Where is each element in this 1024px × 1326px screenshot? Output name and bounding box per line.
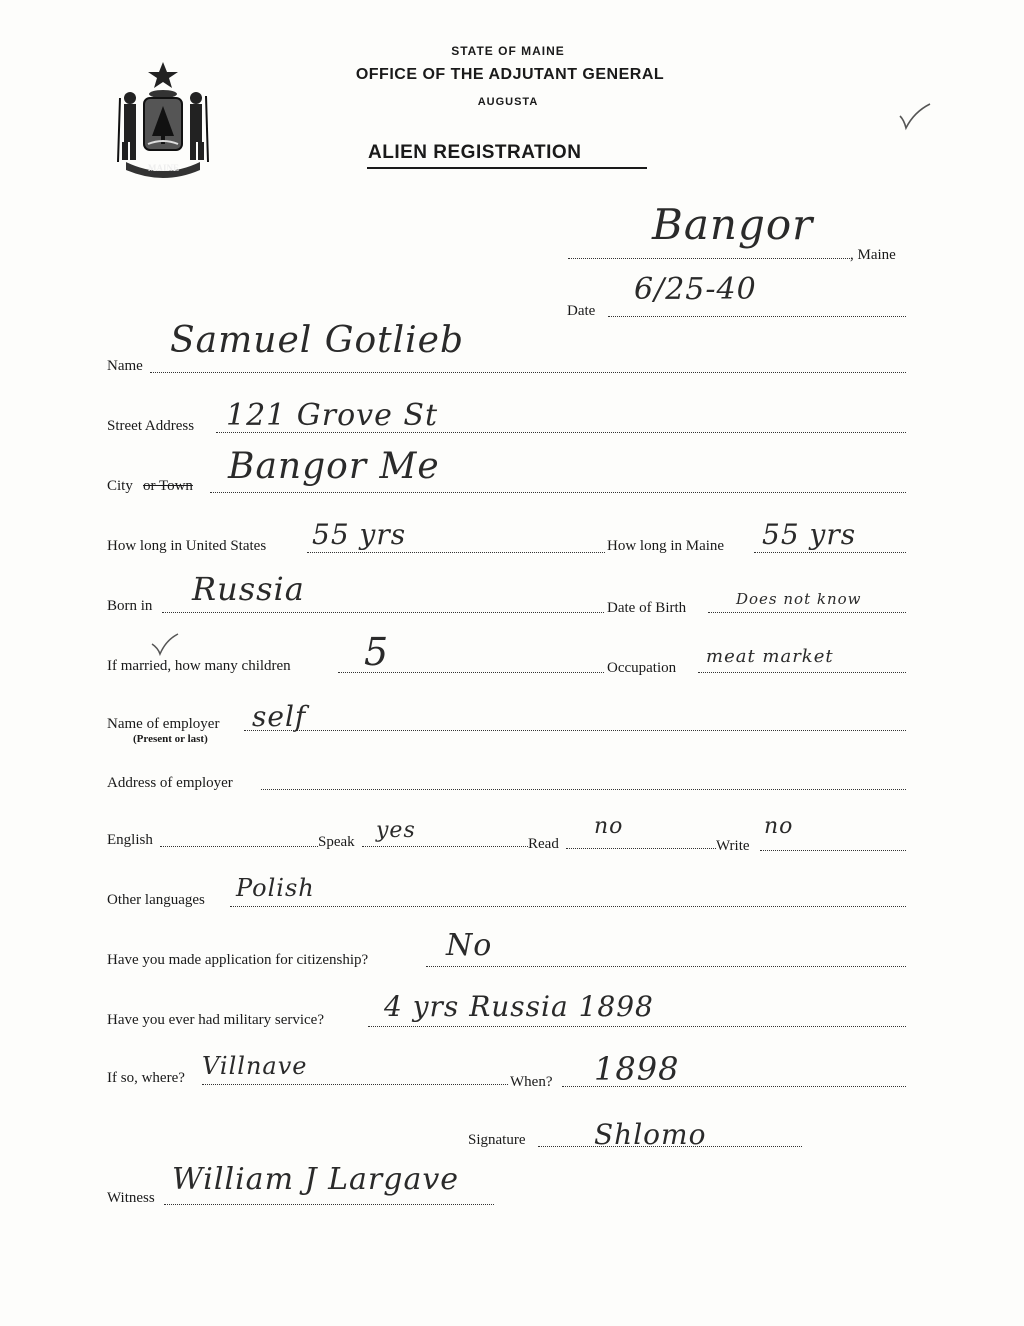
other-languages-value: Polish: [236, 874, 315, 902]
employer-note: (Present or last): [133, 733, 208, 745]
city-value: Bangor Me: [228, 446, 440, 487]
city-label: City: [107, 478, 133, 494]
street-value: 121 Grove St: [226, 398, 439, 433]
born-in-line: [162, 612, 604, 613]
employer-line: [244, 730, 906, 731]
write-value: no: [764, 814, 794, 839]
seal-label: MAINE: [148, 163, 179, 173]
date-value: 6/25-40: [634, 272, 757, 307]
write-label: Write: [716, 838, 750, 854]
children-label: If married, how many children: [107, 658, 291, 674]
signature-value: Shlomo: [594, 1118, 707, 1151]
children-value: 5: [364, 630, 390, 674]
years-maine-value: 55 yrs: [762, 518, 857, 551]
read-value: no: [594, 814, 624, 839]
street-label: Street Address: [107, 418, 195, 434]
signature-label: Signature: [468, 1132, 526, 1148]
name-value: Samuel Gotlieb: [170, 320, 464, 361]
employer-value: self: [252, 700, 307, 733]
military-label: Have you ever had military service?: [107, 1012, 324, 1028]
header-state: STATE OF MAINE: [451, 44, 565, 58]
or-town-label: or Town: [143, 478, 193, 494]
read-line: [566, 848, 716, 849]
speak-value: yes: [376, 818, 416, 843]
where-label: If so, where?: [107, 1070, 185, 1086]
english-label: English: [107, 832, 153, 848]
where-line: [202, 1084, 508, 1085]
other-languages-label: Other languages: [107, 892, 205, 908]
dob-label: Date of Birth: [607, 600, 687, 616]
occupation-line: [698, 672, 906, 673]
speak-line: [362, 846, 528, 847]
employer-address-label: Address of employer: [107, 775, 233, 791]
date-label: Date: [567, 303, 596, 319]
years-maine-label: How long in Maine: [607, 538, 725, 554]
witness-label: Witness: [107, 1190, 155, 1206]
town-line: [568, 258, 850, 259]
witness-line: [164, 1204, 494, 1205]
citizenship-value: No: [446, 928, 493, 963]
married-check-icon: [150, 632, 180, 656]
military-line: [368, 1026, 906, 1027]
header-office: OFFICE OF THE ADJUTANT GENERAL: [355, 66, 665, 83]
employer-label: Name of employer: [107, 716, 220, 732]
when-label: When?: [510, 1074, 553, 1090]
date-line: [608, 316, 906, 317]
years-us-label: How long in United States: [107, 538, 267, 554]
read-label: Read: [528, 836, 559, 852]
military-value: 4 yrs Russia 1898: [384, 990, 654, 1023]
when-value: 1898: [594, 1050, 680, 1088]
header-city: AUGUSTA: [477, 96, 539, 108]
years-us-value: 55 yrs: [312, 518, 407, 551]
form-title: ALIEN REGISTRATION: [368, 142, 582, 163]
witness-value: William J Largave: [172, 1162, 460, 1197]
maine-label: , Maine: [850, 247, 896, 263]
town-value: Bangor: [652, 200, 814, 249]
dob-line: [708, 612, 906, 613]
other-languages-line: [230, 906, 906, 907]
title-underline: [367, 167, 647, 169]
city-line: [210, 492, 906, 493]
years-us-line: [307, 552, 605, 553]
write-line: [760, 850, 906, 851]
english-line: [160, 846, 318, 847]
name-line: [150, 372, 906, 373]
born-in-value: Russia: [192, 570, 305, 608]
citizenship-line: [426, 966, 906, 967]
employer-address-line: [261, 789, 906, 790]
citizenship-label: Have you made application for citizenship?: [107, 952, 369, 968]
where-value: Villnave: [202, 1052, 308, 1080]
years-maine-line: [754, 552, 906, 553]
occupation-value: meat market: [706, 646, 834, 667]
occupation-label: Occupation: [607, 660, 677, 676]
born-in-label: Born in: [107, 598, 153, 614]
speak-label: Speak: [318, 834, 355, 850]
name-label: Name: [107, 358, 143, 374]
dob-value: Does not know: [736, 590, 862, 608]
